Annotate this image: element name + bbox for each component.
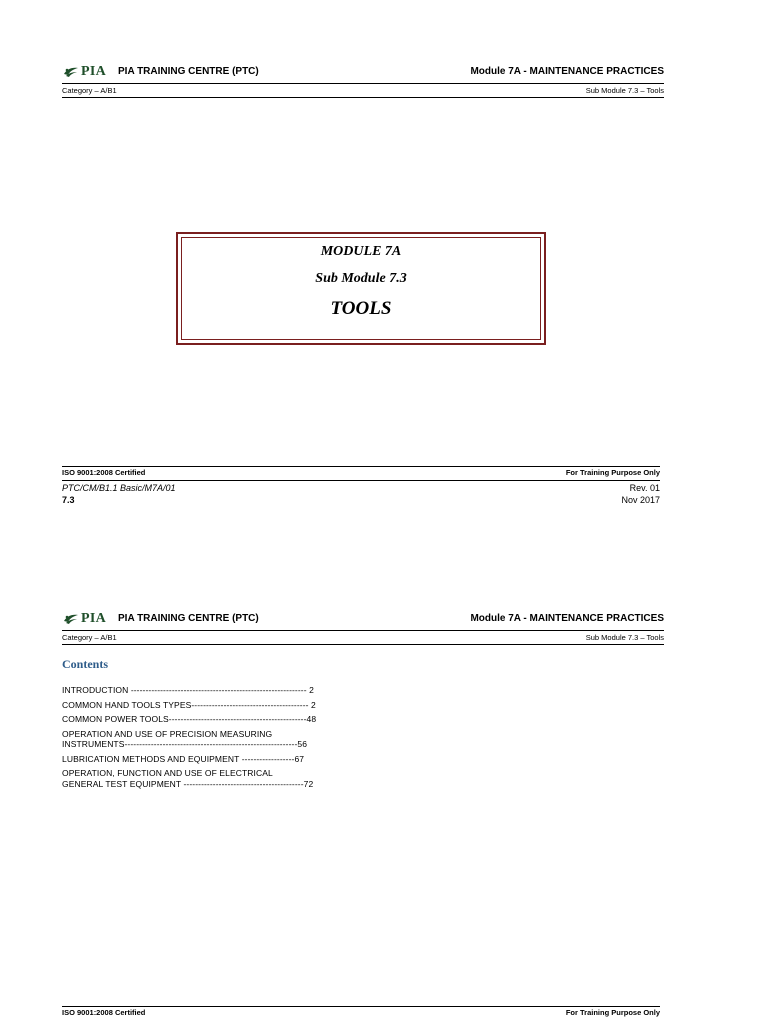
revision-label: Rev. 01: [629, 483, 660, 493]
iso-certification: ISO 9001:2008 Certified: [62, 1008, 146, 1017]
iso-certification: ISO 9001:2008 Certified: [62, 468, 146, 477]
document-reference: PTC/CM/B1.1 Basic/M7A/01: [62, 483, 176, 493]
cover-title-box: [176, 232, 546, 345]
logo-text: PIA: [81, 611, 107, 626]
organization-name: PIA TRAINING CENTRE (PTC): [118, 66, 259, 77]
toc-item-precision-instruments[interactable]: OPERATION AND USE OF PRECISION MEASURING INSTRUMENTS-----------------------------------------------------------56: [62, 728, 308, 749]
contents-page: [0, 540, 768, 1024]
training-purpose-note: For Training Purpose Only: [565, 468, 660, 477]
toc-item-hand-tools[interactable]: COMMON HAND TOOLS TYPES---------------------------------------- 2: [62, 699, 316, 710]
category-label: Category – A/B1: [62, 86, 117, 95]
pia-logo: [62, 611, 106, 627]
cover-submodule-line: Sub Module 7.3: [315, 271, 407, 286]
version-label: 7.3: [62, 495, 75, 505]
sub-module-label: Sub Module 7.3 – Tools: [585, 86, 664, 95]
module-title: Module 7A - MAINTENANCE PRACTICES: [470, 613, 664, 624]
toc-item-electrical-test-equipment[interactable]: OPERATION, FUNCTION AND USE OF ELECTRICAL GENERAL TEST EQUIPMENT -----------------------------------------72: [62, 768, 314, 789]
pia-logo-icon: [62, 65, 80, 79]
cover-topic-line: TOOLS: [330, 298, 392, 319]
contents-heading: Contents: [62, 657, 109, 671]
toc-item-lubrication[interactable]: LUBRICATION METHODS AND EQUIPMENT ------------------67: [62, 753, 305, 764]
toc-item-introduction[interactable]: INTRODUCTION ------------------------------------------------------------ 2: [62, 685, 314, 695]
table-of-contents: [62, 685, 332, 793]
date-label: Nov 2017: [621, 495, 660, 505]
cover-module-line: MODULE 7A: [320, 244, 402, 259]
module-title: Module 7A - MAINTENANCE PRACTICES: [470, 66, 664, 77]
organization-name: PIA TRAINING CENTRE (PTC): [118, 613, 259, 624]
header-divider: [62, 83, 664, 84]
header-bottom-divider: [62, 644, 664, 645]
pia-logo-icon: [62, 612, 80, 626]
logo-text: PIA: [81, 64, 107, 79]
sub-module-label: Sub Module 7.3 – Tools: [585, 633, 664, 642]
training-purpose-note: For Training Purpose Only: [565, 1008, 660, 1017]
header-bottom-divider: [62, 97, 664, 98]
header-divider: [62, 630, 664, 631]
toc-item-power-tools[interactable]: COMMON POWER TOOLS-----------------------------------------------48: [62, 714, 317, 724]
pia-logo: [62, 64, 106, 80]
category-label: Category – A/B1: [62, 633, 117, 642]
